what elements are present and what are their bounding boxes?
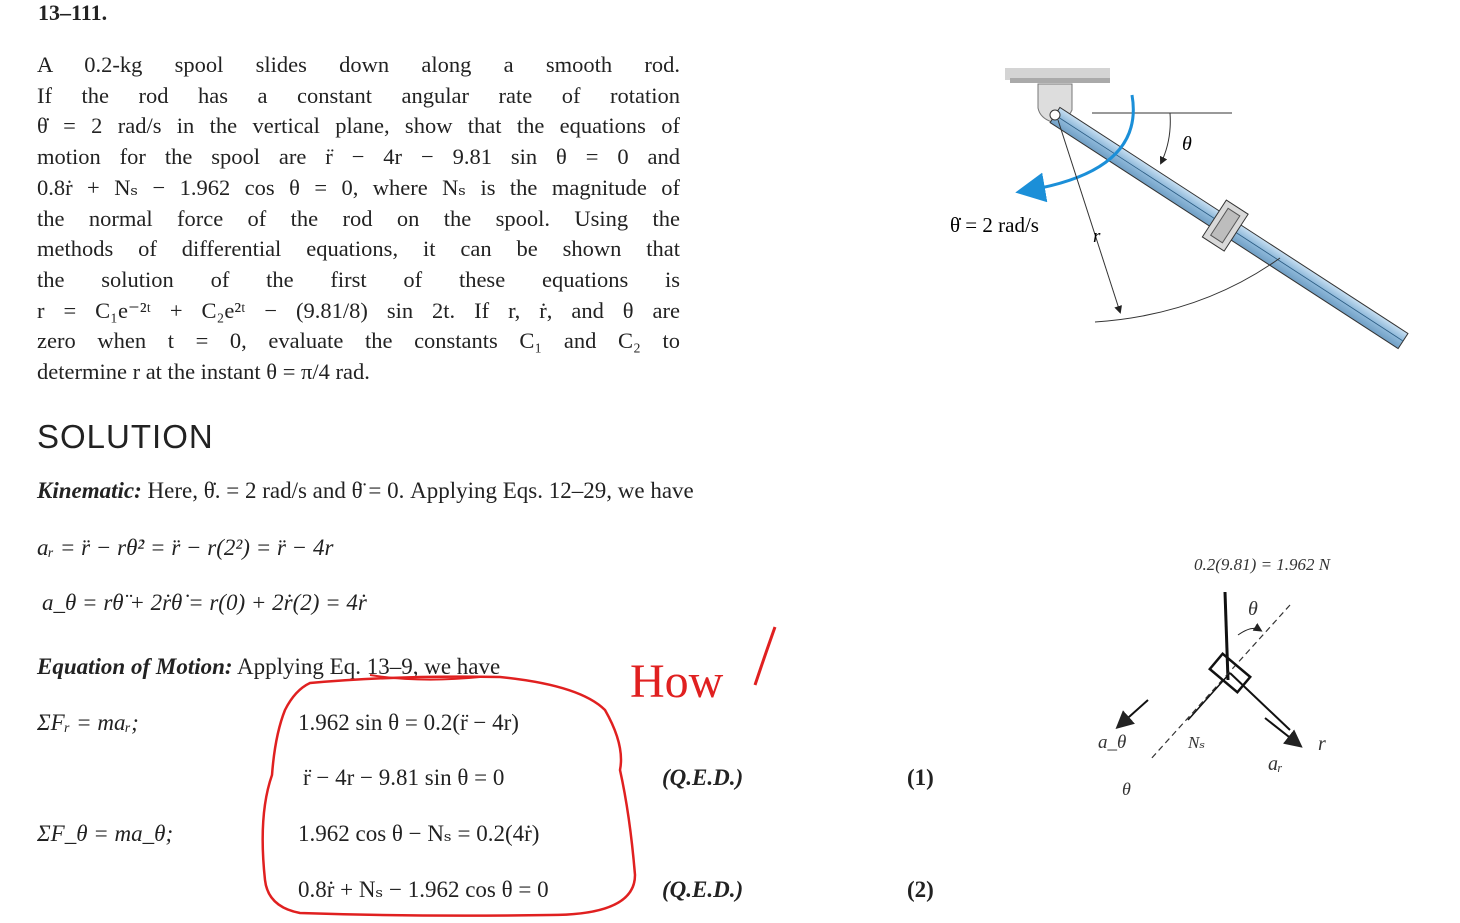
equation-t1: 1.962 cos θ − Nₛ = 0.2(4ṙ) [298,821,540,846]
equation-number-1: (1) [907,765,934,790]
weight-annotation: 0.2(9.81) = 1.962 N [1194,555,1331,574]
fbd-theta-bottom: θ [1122,779,1131,799]
equation-r1: 1.962 sin θ = 0.2(r̈ − 4r) [298,710,519,735]
a-theta-annotation: a_θ [1098,732,1127,753]
eom-label: Equation of Motion: [37,654,233,679]
kinematic-line [37,478,694,504]
problem-line: θ̇ = 2 rad/s in the vertical plane, show that the equations of [37,113,680,139]
equation-number-2: (2) [907,877,934,902]
kinematic-label: Kinematic: [37,478,142,503]
problem-line: If the rod has a constant angular rate of rotation [37,82,680,108]
problem-line: determine r at the instant θ = π/4 rad. [37,359,370,385]
r-annotation: r [1318,733,1326,755]
angular-rate-label: θ̇ = 2 rad/s [950,213,1039,237]
equation-r2: r̈ − 4r − 9.81 sin θ = 0 [303,765,505,790]
problem-line: the normal force of the rod on the spool. Using the [37,205,680,231]
problem-line: 0.8ṙ + Nₛ − 1.962 cos θ = 0, where Nₛ is the magnitude of [37,174,680,200]
qed-2: (Q.E.D.) [662,877,744,902]
kinematic-text: Here, θ̇. = 2 rad/s and θ̈ = 0. Applying Eqs. 12–29, we have [141,478,694,503]
spool-rod-figure [940,50,1460,350]
fbd-theta-top: θ [1248,598,1258,620]
a-r-annotation: aᵣ [1268,753,1283,775]
sum-forces-theta: ΣF_θ = ma_θ; [37,821,174,846]
free-body-diagram [1080,540,1450,810]
problem-line: A 0.2-kg spool slides down along a smooth rod. [37,52,680,77]
eom-text: Applying Eq. 13–9, we have [232,654,501,679]
radial-acceleration-eq: aᵣ = r̈ − rθ̇² = r̈ − r(2²) = r̈ − 4r [37,535,334,560]
sum-forces-r: ΣFᵣ = maᵣ; [37,710,139,735]
theta-label: θ [1182,133,1192,155]
rod [1043,97,1415,350]
how-annotation: How [630,655,724,708]
problem-line: the solution of the first of these equations is [37,266,680,292]
ns-annotation: Nₛ [1188,733,1206,752]
problem-line: r = C₁e⁻²ᵗ + C₂e²ᵗ − (9.81/8) sin 2t. If r, ṙ, and θ are [37,297,680,323]
r-label: r [1093,226,1101,247]
problem-statement [37,50,680,388]
red-circle-mark [263,677,635,916]
problem-line: methods of differential equations, it can be shown that [37,236,680,262]
equation-t2: 0.8ṙ + Nₛ − 1.962 cos θ = 0 [298,877,549,902]
solution-heading: SOLUTION [37,418,214,455]
problem-line: motion for the spool are r̈ − 4r − 9.81 sin θ = 0 and [37,144,680,170]
problem-number: 13–111. [38,0,108,25]
transverse-acceleration-eq: a_θ = rθ̈ + 2ṙθ̇ = r(0) + 2ṙ(2) = 4ṙ [42,590,367,615]
qed-1: (Q.E.D.) [662,765,744,790]
problem-line: zero when t = 0, evaluate the constants C₁ and C₂ to [37,328,680,354]
red-annotation-layer [250,615,790,920]
